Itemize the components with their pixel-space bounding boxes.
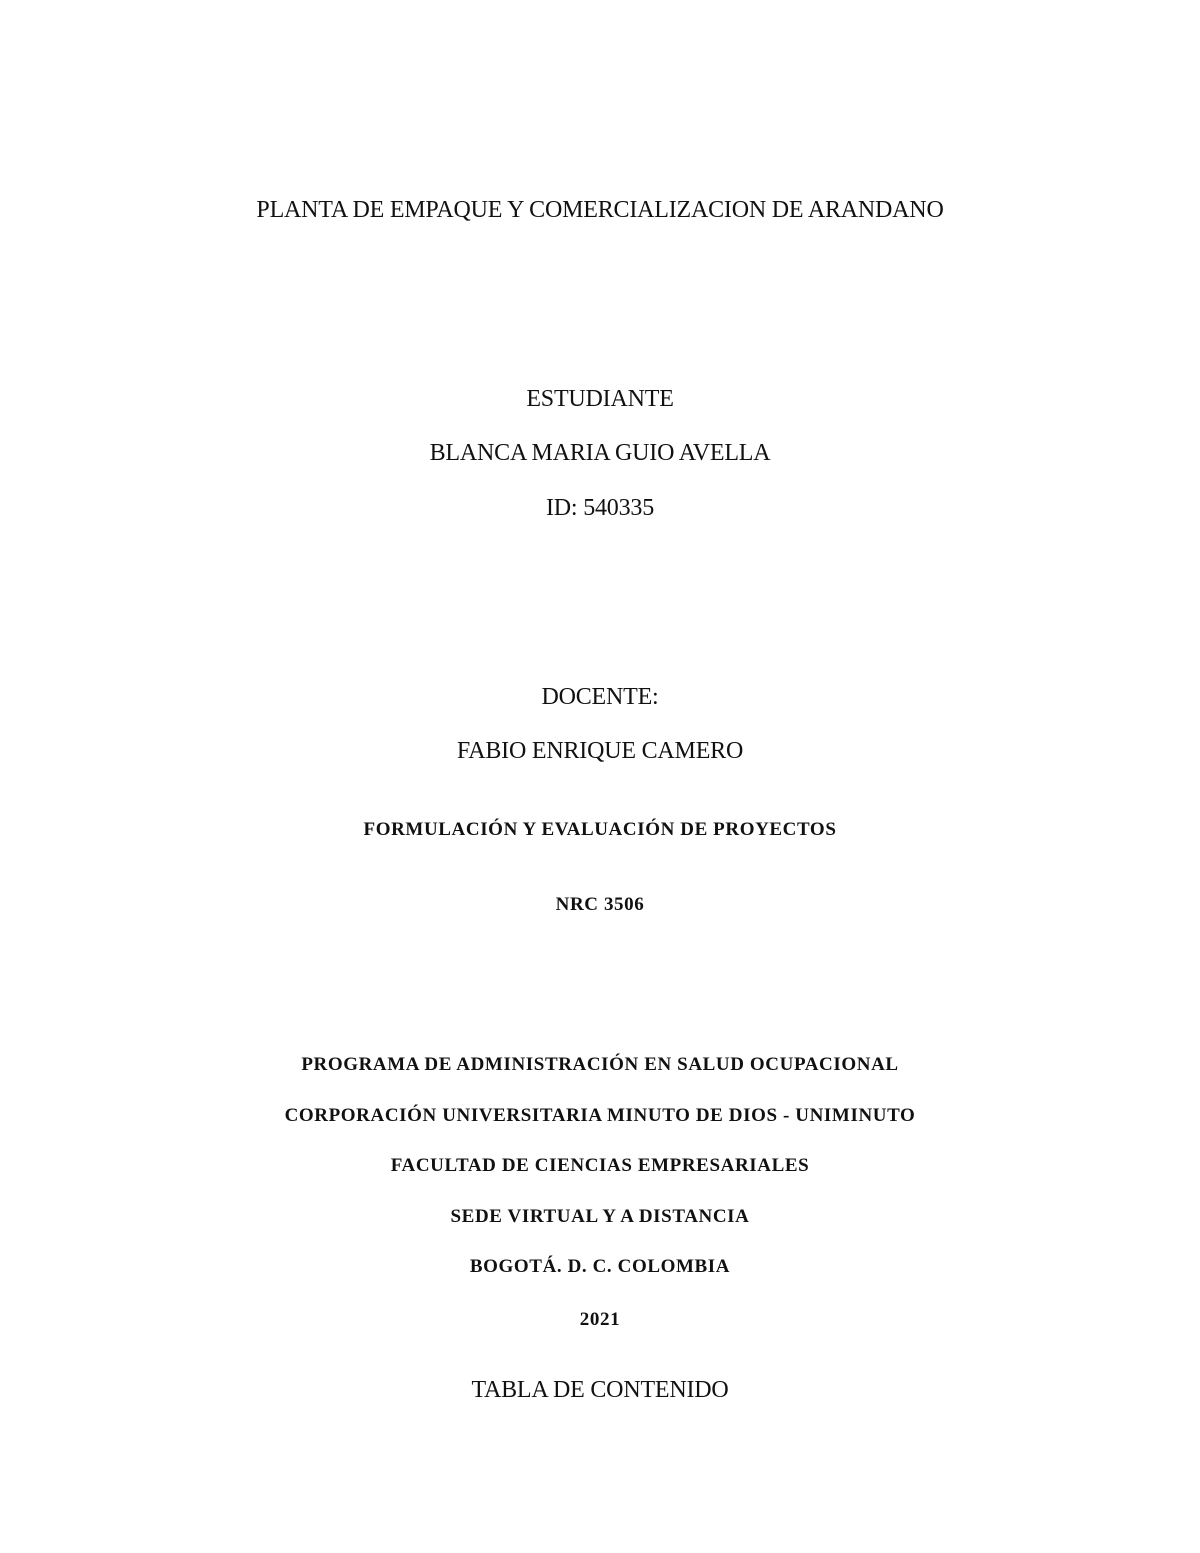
city-name: BOGOTÁ. D. C. COLOMBIA xyxy=(469,1256,731,1277)
course-name: FORMULACIÓN Y EVALUACIÓN DE PROYECTOS xyxy=(363,819,837,840)
teacher-heading: DOCENTE: xyxy=(541,684,659,710)
campus-name: SEDE VIRTUAL Y A DISTANCIA xyxy=(450,1206,750,1227)
teacher-name: FABIO ENRIQUE CAMERO xyxy=(456,738,744,764)
university-name: CORPORACIÓN UNIVERSITARIA MINUTO DE DIOS - UNIMINUTO xyxy=(284,1105,916,1126)
year: 2021 xyxy=(579,1309,621,1330)
program-name: PROGRAMA DE ADMINISTRACIÓN EN SALUD OCUPACIONAL xyxy=(301,1054,899,1075)
toc-heading: TABLA DE CONTENIDO xyxy=(471,1377,729,1403)
student-heading: ESTUDIANTE xyxy=(526,386,674,412)
document-title: PLANTA DE EMPAQUE Y COMERCIALIZACION DE ARANDANO xyxy=(256,197,944,223)
nrc-code: NRC 3506 xyxy=(555,894,645,915)
student-id: ID: 540335 xyxy=(546,495,654,521)
student-name: BLANCA MARIA GUIO AVELLA xyxy=(429,440,771,466)
faculty-name: FACULTAD DE CIENCIAS EMPRESARIALES xyxy=(390,1155,810,1176)
